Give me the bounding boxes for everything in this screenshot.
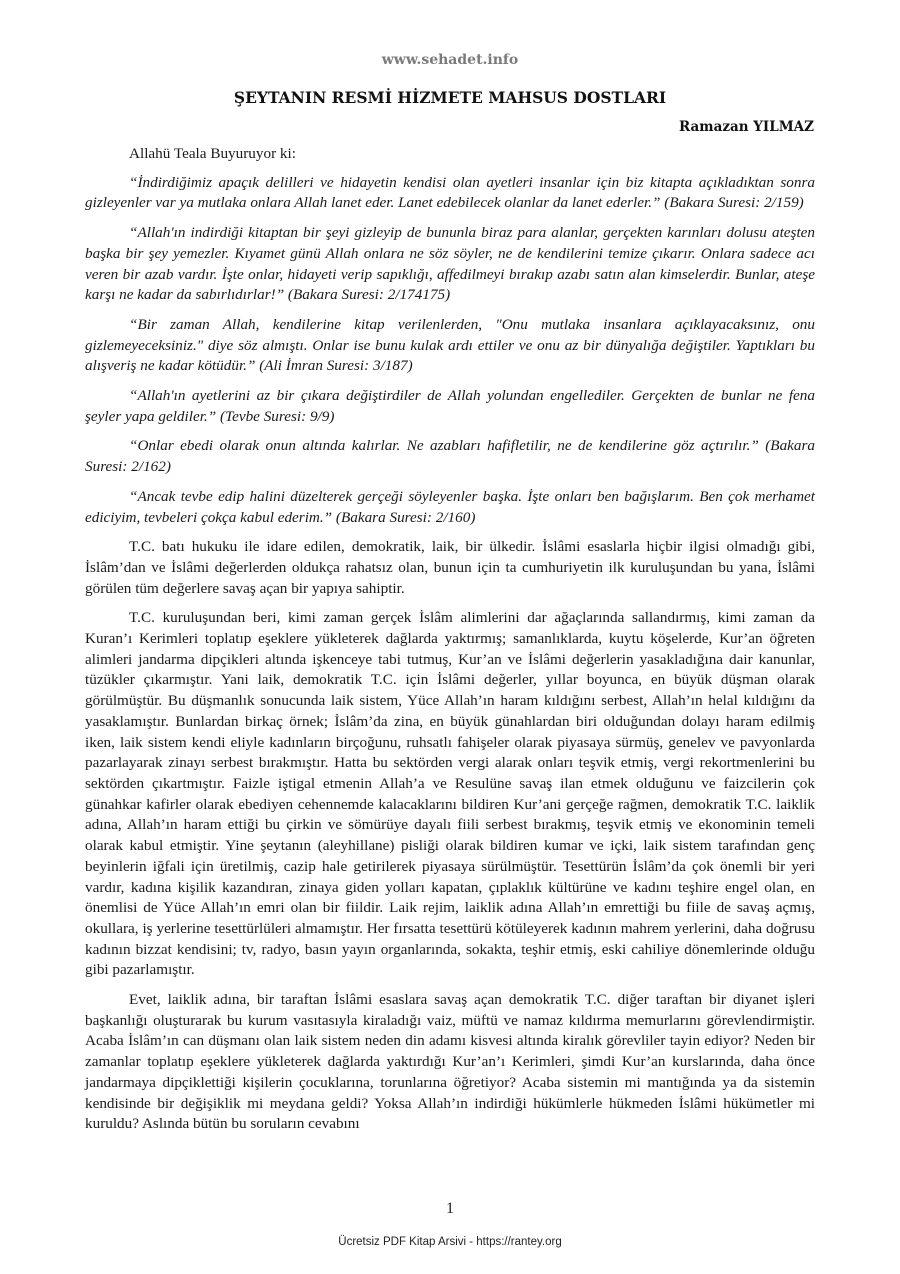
quote-paragraph: “Allah'ın ayetlerini az bir çıkara değiştirdiler de Allah yolundan engellediler. Gerçekten de bunlar ne fena şeyler yapa geldiler.” (Tevbe Suresi: 9/9) (85, 387, 815, 425)
quote-paragraph: “Allah'ın indirdiği kitaptan bir şeyi gizleyip de bununla biraz para alanlar, gerçekten karınları dolusu ateşten başka bir şey yemezler. Kıyamet günü Allah onlara ne söz söyler, ne de kendilerini temize çıkarır. Onlara sadece acı veren bir azab vardır. İşte onlar, hidayeti verip sapıklığı, affedilmeyi bırakıp azabı satın alan kimselerdir. Bunlar, ateşe karşı ne kadar da sabırlıdırlar!” (Bakara Suresi: 2/174175) (85, 224, 815, 304)
quote-paragraph: “Bir zaman Allah, kendilerine kitap verilenlerden, "Onu mutlaka insanlara açıklayacaksınız, onu gizlemeyeceksiniz." diye söz almıştı. Onlar ise bunu kulak ardı ettiler ve onu az bir dünyalığa değiştiler. Yaptıkları bu alışveriş ne kadar kötüdür.” (Ali İmran Suresi: 3/187) (85, 315, 815, 375)
quote-paragraph: “Ancak tevbe edip halini düzelterek gerçeği söyleyenler başka. İşte onları ben bağışlarım. Ben çok merhamet ediciyim, tevbeleri çokça kabul ederim.” (Bakara Suresi: 2/160) (85, 487, 815, 526)
footer-text: Ücretsiz PDF Kitap Arsivi - https://rantey.org (338, 1236, 562, 1248)
intro-line: Allahü Teala Buyuruyor ki: (129, 145, 296, 162)
page-number: 1 (446, 1200, 454, 1217)
quote-paragraph: “İndirdiğimiz apaçık delilleri ve hidayetin kendisi olan ayetleri insanlar için biz kitapta açıkladıktan sonra gizleyenler var ya mutlaka onlara Allah lanet eder. Lanet edebilecek olanlar da lanet ederler.” (Bakara Suresi: 2/159) (85, 173, 815, 212)
body-paragraph: T.C. batı hukuku ile idare edilen, demokratik, laik, bir ülkedir. İslâmi esaslarla hiçbir ilgisi olmadığı gibi, İslâm’dan ve İslâmi değerlerden oldukça rahatsız olan, bunun için ta cumhuriyetin ilk kuruluşundan bu yana, İslâmi görülen tüm değerlere savaş açan bir yapıya sahiptir. (85, 538, 815, 597)
author-name: Ramazan YILMAZ (679, 119, 814, 135)
body-paragraph: Evet, laiklik adına, bir taraftan İslâmi esaslara savaş açan demokratik T.C. diğer taraftan bir diyanet işleri başkanlığı oluşturarak bu kurum vasıtasıyla kiraladığı vaiz, müftü ve namaz kıldırma memurlarını görevlendirmiştir. Acaba İslâm’ın can düşmanı olan laik sistem neden din adamı kisvesi altında kiralık görevliler tayin ediyor? Neden bir zamanlar toplatıp eşeklere yükleterek dağlarda yaktırdığı Kur’an’ı Kerimleri, şimdi Kur’an kurslarında, daha önce jandarmaya dipçiklettiği kişilerin çocuklarına, torunlarına öğretiyor? Acaba sistemin mi mantığında ya da sistemin kendisinde bir değişiklik mi meydana geldi? Yoksa Allah’ın indirdiği hükümlerle hükmeden İslâmi hükümetler mi kuruldu? Aslında bütün bu soruların cevabını (85, 991, 815, 1133)
site-url: www.sehadet.info (381, 52, 519, 68)
body-paragraph: T.C. kuruluşundan beri, kimi zaman gerçek İslâm alimlerini dar ağaçlarında sallandırmış, kimi zaman da Kuran’ı Kerimleri toplatıp eşeklere yükleterek dağlarda yaktırmış; samanlıklarda, kuytu köşelerde, Kur’an öğreten alimleri jandarma dipçikleri altında işkenceye tabi tutmuş, Kur’an ve İslâmi değerlerin yasakladığına dair kanunlar, tüzükler çıkarmıştır. Yani laik, demokratik T.C. için İslâmi değerler, yıllar boyunca, en büyük düşman olarak görülmüştür. Bu düşmanlık sonucunda laik sistem, Yüce Allah’ın haram kıldığını serbest, Allah’ın helal kıldığını da yasaklamıştır. Bunlardan birkaç örnek; İslâm’da zina, en büyük günahlardan biri olduğundan dolayı haram edilmiş iken, laik sistem kendi eliyle kadınların birçoğunu, ruhsatlı fahişeler olarak piyasaya sürmüş, genelev ve pavyonlarda pazarlayarak zinayı serbest bırakmıştır. Hatta bu sektörden vergi alarak onları teşvik etmiş, vergi rekortmenlerini bu sektörden çıkartmıştır. Faizle iştigal etmenin Allah’a ve Resulüne savaş ilan etmek olduğunu ve faizcilerin çok günahkar kafirler olarak ebediyen cehennemde kalacaklarını bildiren Kur’ani gerçeğe rağmen, demokratik T.C. laiklik adına, Allah’ın haram ettiği bu çirkin ve sömürüye dayalı fiili serbest bırakmış, teşvik etmiş ve ekonominin temeli olarak kabul etmiştir. Yine şeytanın (aleyhillane) pisliği olarak bildiren kumar ve içki, laik sistem tarafından genç beyinlerin iğfali için üretilmiş, cazip hale getirilerek piyasaya sürülmüştür. Tesettürün İslâm’da çok önemli bir yeri vardır, kadına kişilik kazandıran, zinaya giden yolları kapatan, çıplaklık kültürüne ve kadını teşhire engel olan, en önemlisi de Yüce Allah’ın emri olan bir fiildir. Laik rejim, laiklik adına Allah’ın emrettiği bu fiile de savaş açmış, okullara, iş yerlerine tesettürlüleri almamıştır. Her fırsatta tesettürü kötüleyerek kadının mahrem yerlerini, daha doğrusu kadının bizzat kendisini; tv, radyo, basın yayın organlarında, sokakta, teşhir etmiş, eski cahiliye dönemlerinde olduğu gibi pazarlamıştır. (85, 609, 815, 979)
document-title: ŞEYTANIN RESMİ HİZMETE MAHSUS DOSTLARI (233, 88, 667, 107)
quote-paragraph: “Onlar ebedi olarak onun altında kalırlar. Ne azabları hafifletilir, ne de kendilerine göz açtırılır.” (Bakara Suresi: 2/162) (85, 437, 815, 476)
document-body (85, 144, 815, 1144)
